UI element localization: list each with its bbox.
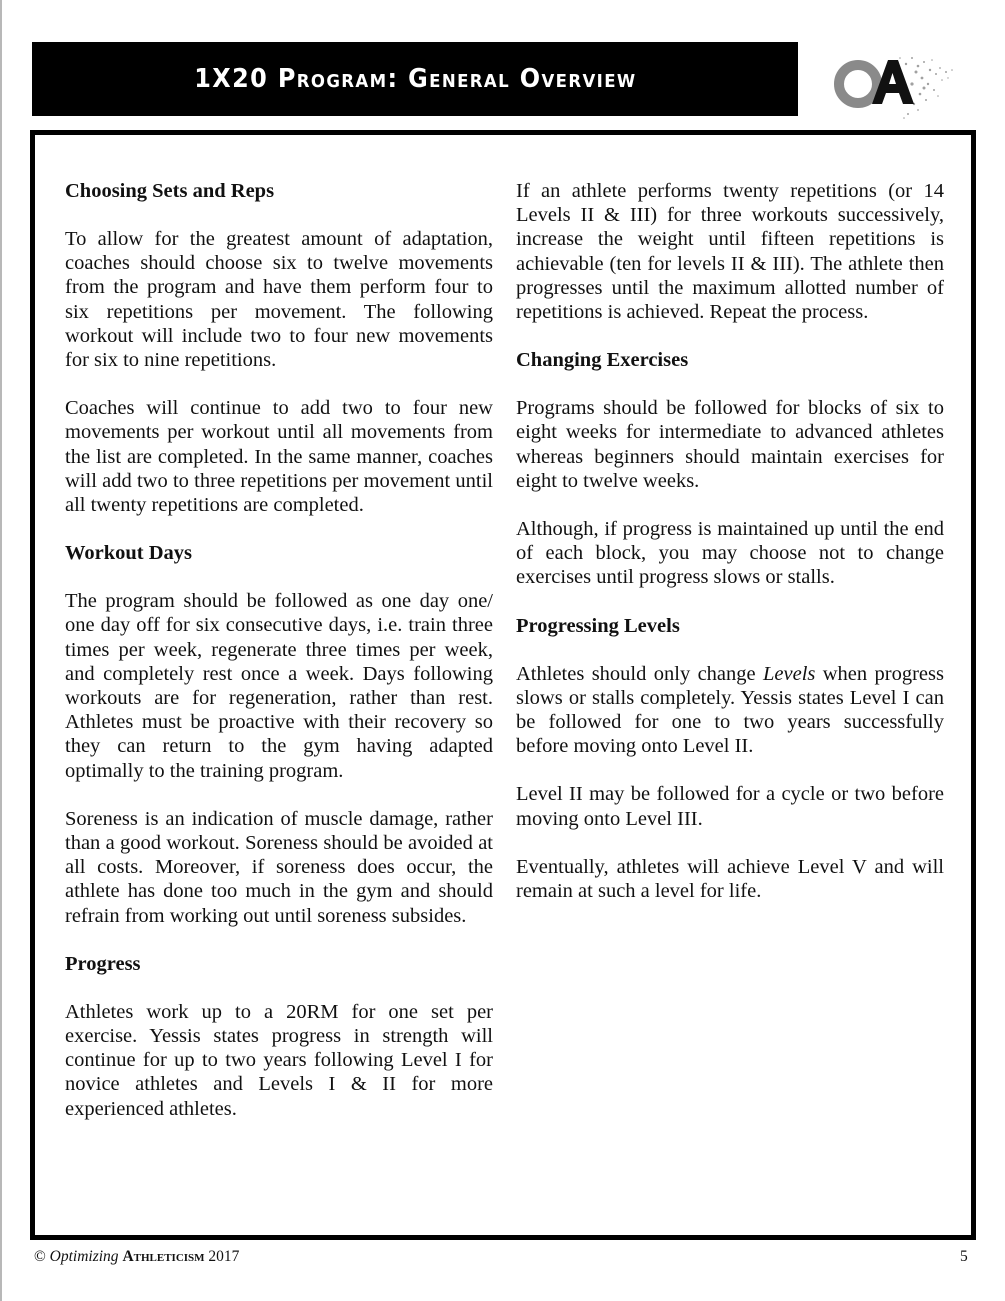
page-title: 1X20 Program: General Overview: [193, 64, 637, 94]
paragraph: If an athlete performs twenty repetitions (or 14 Levels II & III) for three workouts successively, increase the weight until fifteen repetitions is achievable (ten for levels II & III). The athlete then progresses until the maximum allotted number of repetitions is achieved. Repeat the process.: [516, 180, 944, 324]
paragraph: The program should be followed as one day one/ one day off for six consecutive days, i.e. train three times per week, regenerate three times per week, and completely rest once a week. Days following workouts are for regeneration, rather than rest. Athletes must be proactive with their recovery so they can return to the gym having adapted optimally to the training program.: [65, 590, 493, 782]
heading-workout-days: Workout Days: [65, 542, 193, 565]
heading-choosing-sets-and-reps: Choosing Sets and Reps: [65, 180, 275, 202]
paragraph: [516, 662, 944, 759]
page-header-bar: [32, 42, 798, 116]
brand-italic: Optimizing: [49, 1248, 119, 1265]
paragraph: To allow for the greatest amount of adaptation, coaches should choose six to twelve movements from the program and have them perform four to six repetitions per movement. The following workout will include two to four new movements for six to nine repetitions.: [65, 228, 493, 372]
paragraph: Eventually, athletes will achieve Level V and will remain at such a level for life.: [516, 855, 944, 903]
paragraph: Level II may be followed for a cycle or two before moving onto Level III.: [516, 783, 944, 830]
paragraph: Coaches will continue to add two to four new movements per workout until all movements from the list are completed. In the same manner, coaches will add two to three repetitions per movement until all twenty repetitions are completed.: [65, 397, 493, 517]
emphasis-levels: Levels: [763, 662, 816, 685]
heading-progressing-levels: Progressing Levels: [516, 614, 680, 637]
footer-copyright: [34, 1248, 239, 1266]
page-edge: [0, 0, 2, 1301]
content-box: [30, 130, 976, 1240]
paragraph: Athletes work up to a 20RM for one set per exercise. Yessis states progress in strength will continue for up to two years following Level I for novice athletes and Levels I & II for more experienced athletes.: [65, 1000, 493, 1120]
text: Athletes should only change: [516, 662, 763, 685]
left-column: [65, 179, 493, 1145]
paragraph: Soreness is an indication of muscle damage, rather than a good workout. Soreness should be avoided at all costs. Moreover, if soreness does occur, the athlete has done too much in the gym and should refrain from working out until soreness subsides.: [65, 807, 493, 927]
heading-changing-exercises: Changing Exercises: [516, 349, 689, 372]
paragraph: Although, if progress is maintained up until the end of each block, you may choose not to change exercises until progress slows or stalls.: [516, 518, 944, 589]
brand-smallcaps: Athleticism: [122, 1248, 205, 1265]
text: when progress slows or stalls completely. Yessis states Level I can be followed for one to two years successfully before moving onto Level II.: [516, 662, 944, 758]
oa-logo-icon: [828, 44, 968, 124]
page-number: 5: [960, 1248, 968, 1265]
right-column: [516, 179, 944, 927]
paragraph: Programs should be followed for blocks of six to eight weeks for intermediate to advanced athletes whereas beginners should maintain exercises for eight to twelve weeks.: [516, 397, 944, 492]
copyright-year: 2017: [208, 1248, 240, 1265]
copyright-symbol: ©: [34, 1248, 46, 1265]
heading-progress: Progress: [65, 952, 141, 975]
